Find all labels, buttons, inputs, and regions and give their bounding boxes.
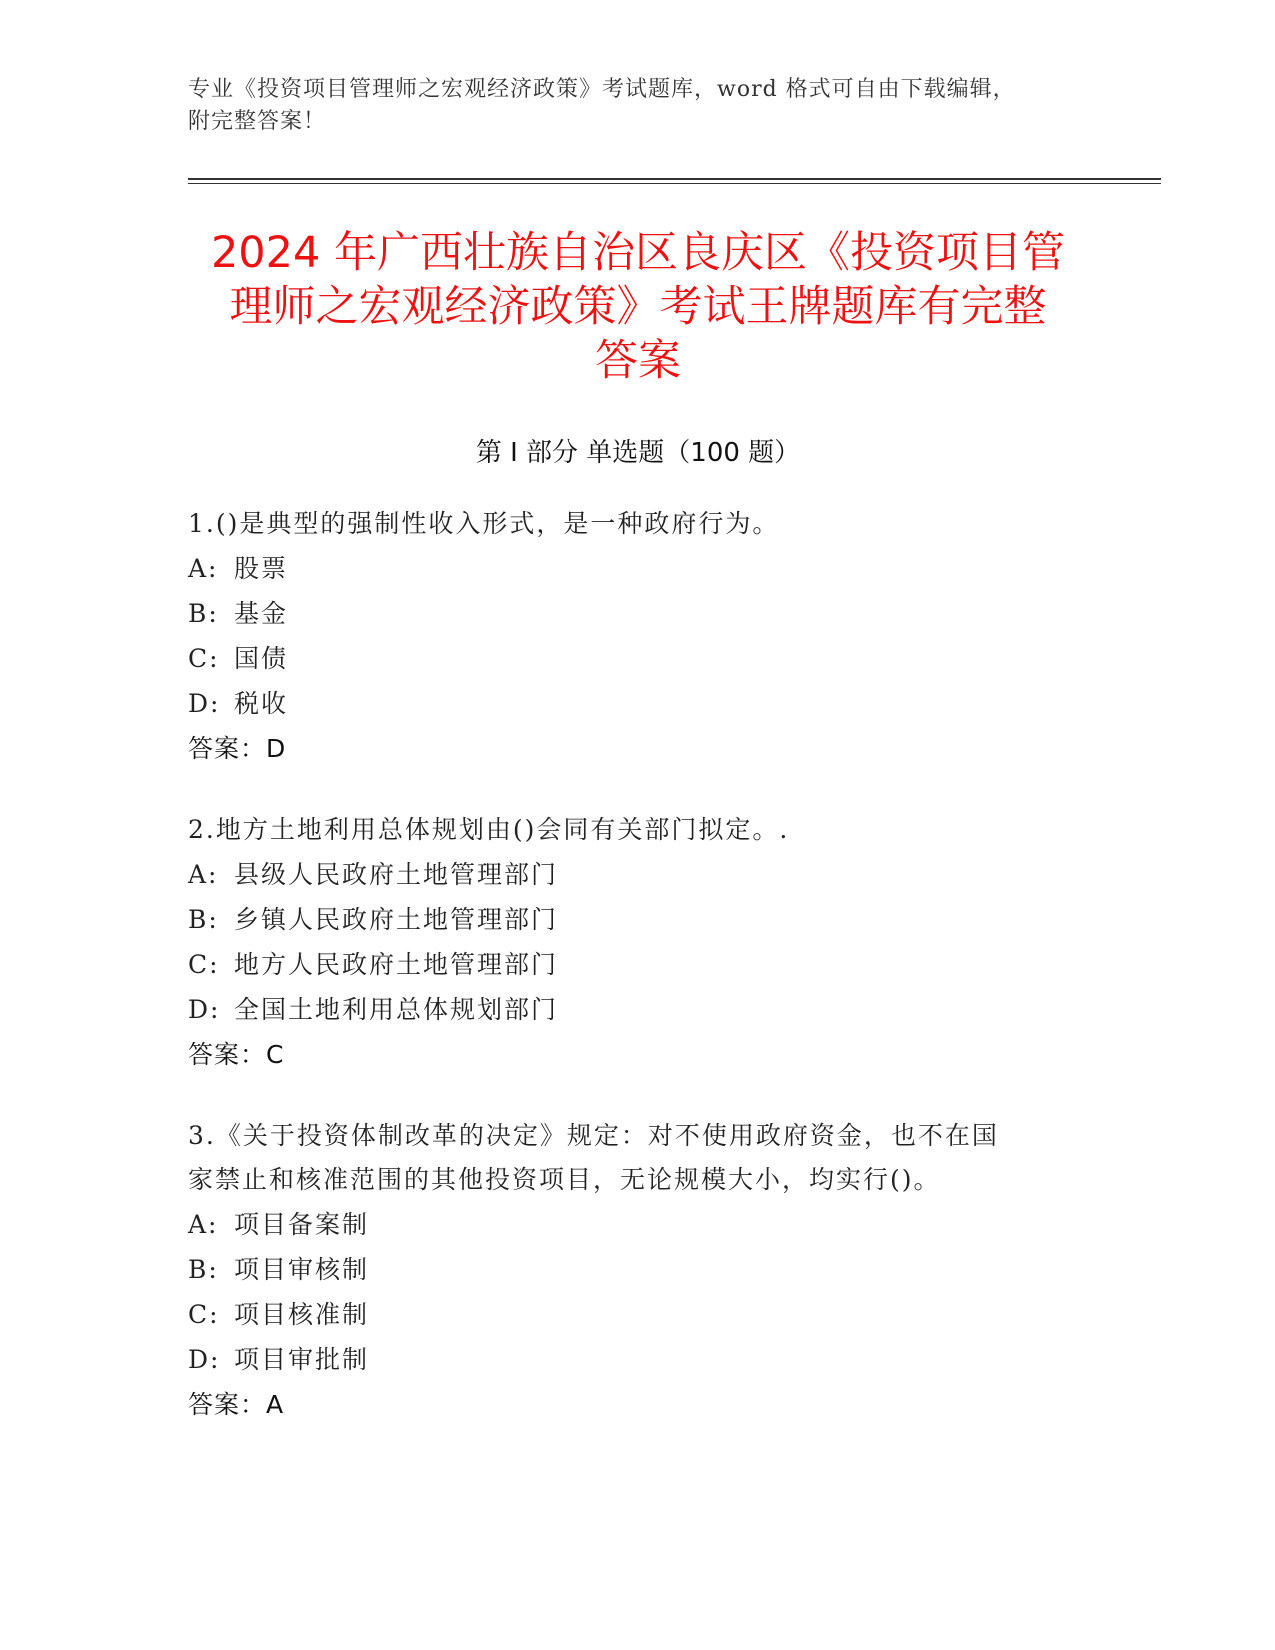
question-3 (188, 1114, 1068, 1427)
option-a (188, 546, 1068, 591)
option-d (188, 681, 1068, 726)
option-letter: A: (188, 860, 219, 889)
option-letter: D: (188, 689, 221, 718)
option-text: 股票 (234, 554, 289, 583)
document-title (188, 226, 1088, 388)
header-divider-thick (188, 178, 1161, 180)
option-text: 基金 (234, 599, 289, 628)
option-letter: B: (188, 1255, 219, 1284)
question-2 (188, 808, 1068, 1077)
option-d (188, 987, 1068, 1032)
option-a (188, 852, 1068, 897)
question-text: 1.()是典型的强制性收入形式，是一种政府行为。 (188, 509, 780, 538)
section-heading: 第 I 部分 单选题（100 题） (475, 438, 801, 468)
option-text: 项目备案制 (234, 1210, 370, 1239)
option-b (188, 897, 1068, 942)
title-line: 2024 年广西壮族自治区良庆区《投资项目管 (210, 228, 1066, 278)
question-text (188, 1114, 1068, 1202)
header-note-line: 附完整答案！ (188, 109, 327, 134)
option-letter: B: (188, 599, 219, 628)
header-note (188, 74, 1088, 138)
option-c (188, 942, 1068, 987)
question-text: 2.地方土地利用总体规划由()会同有关部门拟定。. (188, 815, 790, 844)
option-text: 国债 (234, 644, 289, 673)
option-letter: A: (188, 1210, 219, 1239)
question-1 (188, 502, 1068, 771)
option-c (188, 636, 1068, 681)
option-letter: D: (188, 995, 221, 1024)
option-text: 全国土地利用总体规划部门 (234, 995, 559, 1024)
header-note-line: 专业《投资项目管理师之宏观经济政策》考试题库，word 格式可自由下载编辑， (188, 77, 1016, 102)
option-text: 税收 (234, 689, 289, 718)
option-text: 地方人民政府土地管理部门 (234, 950, 559, 979)
option-c (188, 1292, 1068, 1337)
option-letter: D: (188, 1345, 221, 1374)
option-text: 县级人民政府土地管理部门 (234, 860, 559, 889)
option-b (188, 591, 1068, 636)
answer-label: 答案：C (188, 1040, 285, 1069)
option-d (188, 1337, 1068, 1382)
option-b (188, 1247, 1068, 1292)
option-letter: A: (188, 554, 219, 583)
option-letter: C: (188, 644, 220, 673)
answer-label: 答案：A (188, 1390, 285, 1419)
option-letter: B: (188, 905, 219, 934)
question-text-line: 家禁止和核准范围的其他投资项目，无论规模大小，均实行()。 (188, 1165, 941, 1194)
question-text-line: 3.《关于投资体制改革的决定》规定：对不使用政府资金，也不在国 (188, 1121, 999, 1150)
title-line: 答案 (595, 336, 681, 386)
option-a (188, 1202, 1068, 1247)
answer-label: 答案：D (188, 734, 287, 763)
option-text: 项目核准制 (234, 1300, 370, 1329)
option-text: 乡镇人民政府土地管理部门 (234, 905, 559, 934)
option-text: 项目审批制 (234, 1345, 370, 1374)
option-letter: C: (188, 950, 220, 979)
option-letter: C: (188, 1300, 220, 1329)
header-divider-thin (188, 183, 1161, 184)
option-text: 项目审核制 (234, 1255, 370, 1284)
title-line: 理师之宏观经济政策》考试王牌题库有完整 (229, 282, 1047, 332)
